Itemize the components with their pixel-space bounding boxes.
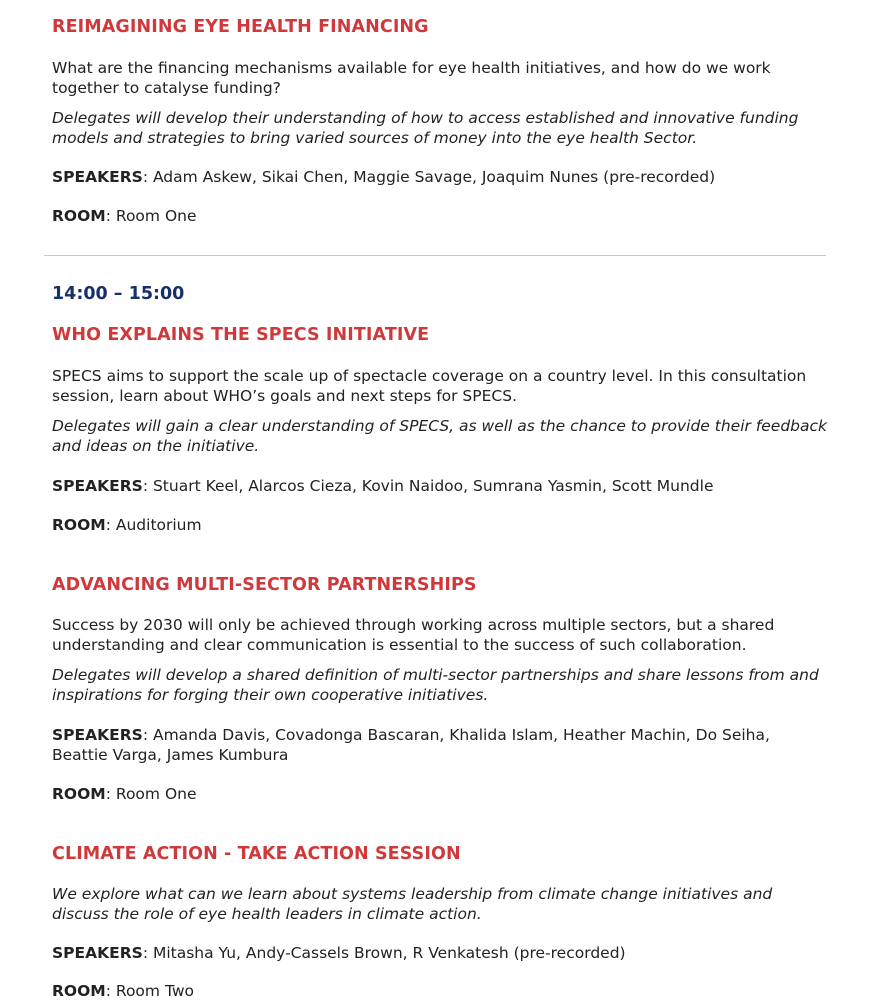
session-title: WHO EXPLAINS THE SPECS INITIATIVE <box>52 325 430 345</box>
label-separator: : <box>105 982 116 1000</box>
session-room <box>52 982 827 1002</box>
label-separator: : <box>105 785 116 803</box>
speakers-label: SPEAKERS <box>52 168 143 186</box>
room-label: ROOM <box>52 207 106 225</box>
session-room <box>52 785 827 805</box>
session-title: ADVANCING MULTI-SECTOR PARTNERSHIPS <box>52 575 477 595</box>
speakers-label: SPEAKERS <box>52 944 143 962</box>
session-outcome: Delegates will gain a clear understanding of SPECS, as well as the chance to provide their feedback and ideas on the initiative. <box>52 417 828 455</box>
speakers-list: Amanda Davis, Covadonga Bascaran, Khalida Islam, Heather Machin, Do Seiha, Beattie Varga, James Kumbura <box>52 726 770 764</box>
session-room <box>52 207 827 227</box>
label-separator: : <box>105 516 116 534</box>
label-separator: : <box>105 207 116 225</box>
session-title: REIMAGINING EYE HEALTH FINANCING <box>52 17 429 37</box>
session-speakers <box>52 477 827 497</box>
label-separator: : <box>142 944 153 962</box>
session-outcome: Delegates will develop their understanding of how to access established and innovative funding models and strategies to bring varied sources of money into the eye health Sector. <box>52 109 799 147</box>
session-description: SPECS aims to support the scale up of spectacle coverage on a country level. In this consultation session, learn about WHO’s goals and next steps for SPECS. <box>52 367 807 405</box>
session-description: What are the financing mechanisms available for eye health initiatives, and how do we work together to catalyse funding? <box>52 59 771 97</box>
time-slot: 14:00 – 15:00 <box>52 284 185 304</box>
room-label: ROOM <box>52 785 106 803</box>
session-room <box>52 516 827 536</box>
session-description: Success by 2030 will only be achieved through working across multiple sectors, but a shared understanding and clear communication is essential to the success of such collaboration. <box>52 616 775 654</box>
section-divider <box>44 255 826 256</box>
speakers-list: Stuart Keel, Alarcos Cieza, Kovin Naidoo, Sumrana Yasmin, Scott Mundle <box>152 477 714 495</box>
room-name: Room One <box>115 785 197 803</box>
session-speakers <box>52 726 827 765</box>
label-separator: : <box>142 477 153 495</box>
room-name: Room Two <box>115 982 195 1000</box>
room-name: Room One <box>115 207 197 225</box>
session-outcome: Delegates will develop a shared definition of multi-sector partnerships and share lessons from and inspirations for forging their own cooperative initiatives. <box>52 666 819 704</box>
session-title: CLIMATE ACTION - TAKE ACTION SESSION <box>52 844 461 864</box>
speakers-label: SPEAKERS <box>52 477 143 495</box>
session-speakers <box>52 168 827 188</box>
room-label: ROOM <box>52 982 106 1000</box>
label-separator: : <box>142 726 153 744</box>
speakers-list: Mitasha Yu, Andy-Cassels Brown, R Venkatesh (pre-recorded) <box>152 944 626 962</box>
speakers-label: SPEAKERS <box>52 726 143 744</box>
session-speakers <box>52 944 827 964</box>
session-outcome: We explore what can we learn about systems leadership from climate change initiatives and discuss the role of eye health leaders in climate action. <box>52 885 773 923</box>
room-name: Auditorium <box>115 516 202 534</box>
label-separator: : <box>142 168 153 186</box>
room-label: ROOM <box>52 516 106 534</box>
speakers-list: Adam Askew, Sikai Chen, Maggie Savage, Joaquim Nunes (pre-recorded) <box>152 168 716 186</box>
